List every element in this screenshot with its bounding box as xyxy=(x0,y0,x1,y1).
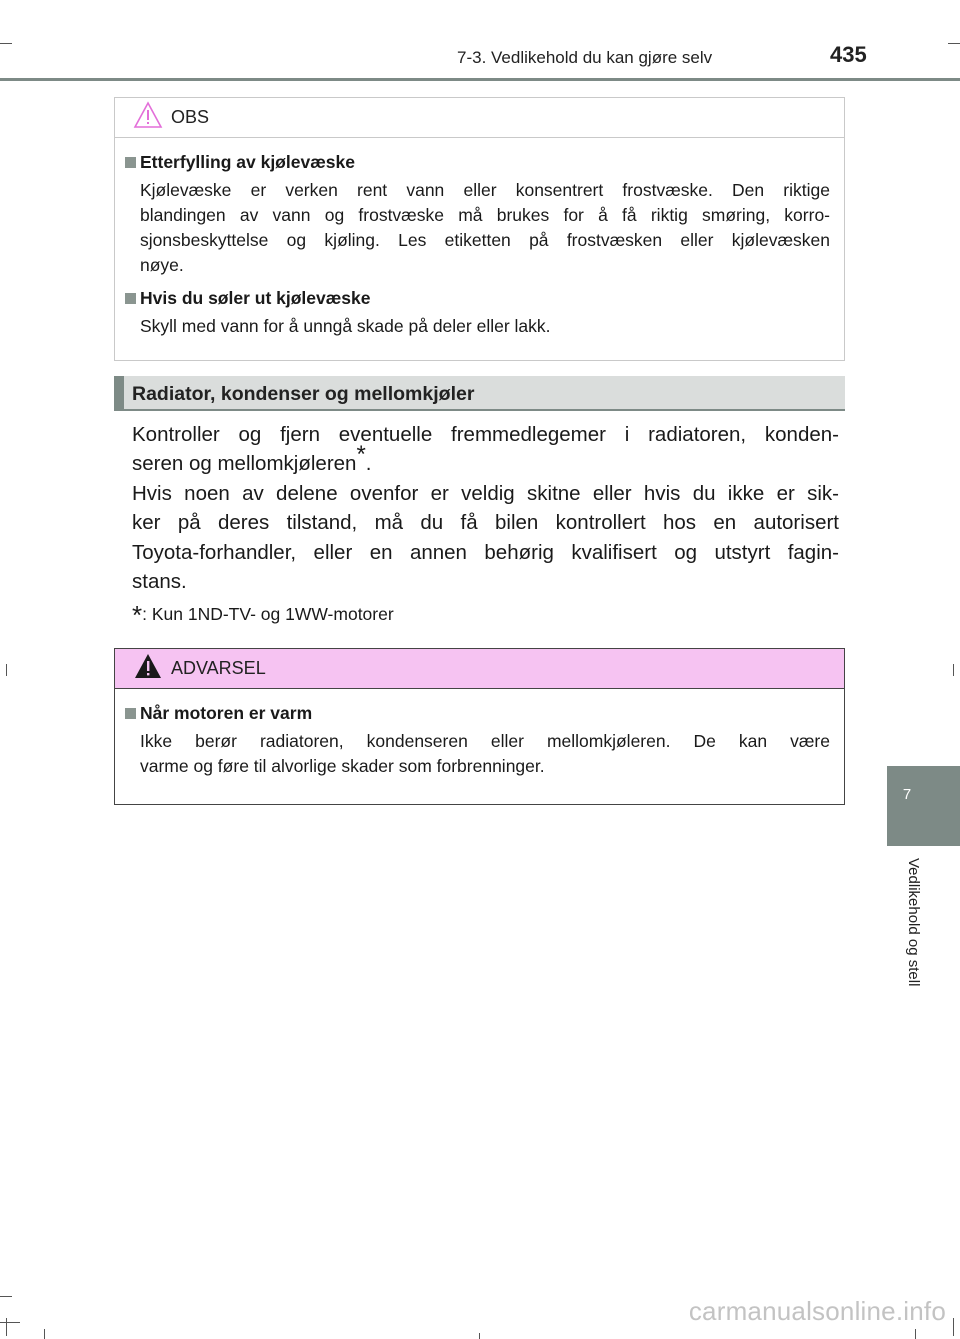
header-rule xyxy=(0,78,960,81)
obs-item-text xyxy=(140,178,830,278)
obs-title: OBS xyxy=(171,107,210,127)
advarsel-body xyxy=(115,689,844,779)
paragraph-text: . xyxy=(365,452,372,475)
crop-mark xyxy=(953,1318,954,1336)
chapter-number: 7 xyxy=(902,786,912,803)
section-title: Radiator, kondenser og mellomkjøler xyxy=(132,383,475,405)
crop-mark xyxy=(0,1296,12,1297)
crop-mark xyxy=(953,664,954,676)
warning-triangle-filled-icon xyxy=(133,652,163,685)
crop-mark xyxy=(6,1318,7,1336)
paragraph-line xyxy=(132,441,839,479)
obs-header xyxy=(115,98,844,138)
text-line: Kjølevæske er verken rent vann eller konsentrert frostvæske. Den riktige xyxy=(140,180,830,200)
crop-mark xyxy=(6,664,7,676)
obs-item xyxy=(125,152,830,278)
bullet-square-icon xyxy=(125,708,136,719)
advarsel-title: ADVARSEL xyxy=(171,658,266,678)
advarsel-item-heading xyxy=(125,703,830,724)
advarsel-header xyxy=(115,649,844,689)
obs-notice-box xyxy=(114,97,845,361)
text-line: Skyll med vann for å unngå skade på deler eller lakk. xyxy=(140,316,551,336)
paragraph-line: Toyota-forhandler, eller en annen behørig kvalifisert og utstyrt fagin- xyxy=(132,541,839,564)
section-heading-rule xyxy=(114,409,845,411)
text-line: sjonsbeskyttelse og kjøling. Les etiketten på frostvæsken eller kjølevæsken xyxy=(140,230,830,250)
crop-mark xyxy=(948,43,960,44)
obs-item xyxy=(125,288,830,339)
advarsel-warning-box xyxy=(114,648,845,805)
footnote-text: : Kun 1ND-TV- og 1WW-motorer xyxy=(142,604,394,624)
advarsel-item-heading-text: Når motoren er varm xyxy=(140,703,313,723)
section-heading-accent xyxy=(114,376,124,410)
crop-mark xyxy=(44,1329,45,1339)
obs-item-heading-text: Etterfylling av kjølevæske xyxy=(140,152,355,172)
paragraph-line: Hvis noen av delene ovenfor er veldig skitne eller hvis du ikke er sik- xyxy=(132,482,839,505)
advarsel-item xyxy=(125,703,830,779)
paragraph-line: stans. xyxy=(132,570,187,593)
paragraph-line: Kontroller og fjern eventuelle fremmedlegemer i radiatoren, konden- xyxy=(132,423,839,446)
chapter-label: Vedlikehold og stell xyxy=(905,858,922,987)
obs-item-heading xyxy=(125,288,830,309)
paragraph-line: ker på deres tilstand, må du få bilen kontrollert hos en autorisert xyxy=(132,511,839,534)
warning-triangle-outline-icon xyxy=(133,101,163,134)
text-line: Ikke berør radiatoren, kondenseren eller mellomkjøleren. De kan være xyxy=(140,731,830,751)
footnote-marker: * xyxy=(356,441,366,469)
crop-mark xyxy=(915,1329,916,1339)
obs-item-heading xyxy=(125,152,830,173)
page-number: 435 xyxy=(830,42,867,67)
crop-mark xyxy=(479,1333,480,1339)
text-line: blandingen av vann og frostvæske må brukes for å få riktig smøring, korro- xyxy=(140,205,830,225)
footnote-star: * xyxy=(132,600,143,630)
watermark: carmanualsonline.info xyxy=(688,1296,946,1326)
header-section-title: 7-3. Vedlikehold du kan gjøre selv xyxy=(457,48,713,67)
crop-mark xyxy=(0,1322,20,1323)
obs-item-text xyxy=(140,314,830,339)
footnote xyxy=(132,600,394,631)
advarsel-item-text xyxy=(140,729,830,779)
chapter-tab xyxy=(887,766,960,846)
crop-mark xyxy=(0,43,12,44)
bullet-square-icon xyxy=(125,157,136,168)
paragraph-text: seren og mellomkjøleren xyxy=(132,452,357,475)
text-line: varme og føre til alvorlige skader som forbrenninger. xyxy=(140,756,545,776)
obs-item-heading-text: Hvis du søler ut kjølevæske xyxy=(140,288,371,308)
bullet-square-icon xyxy=(125,293,136,304)
text-line: nøye. xyxy=(140,255,184,275)
obs-body xyxy=(115,138,844,339)
